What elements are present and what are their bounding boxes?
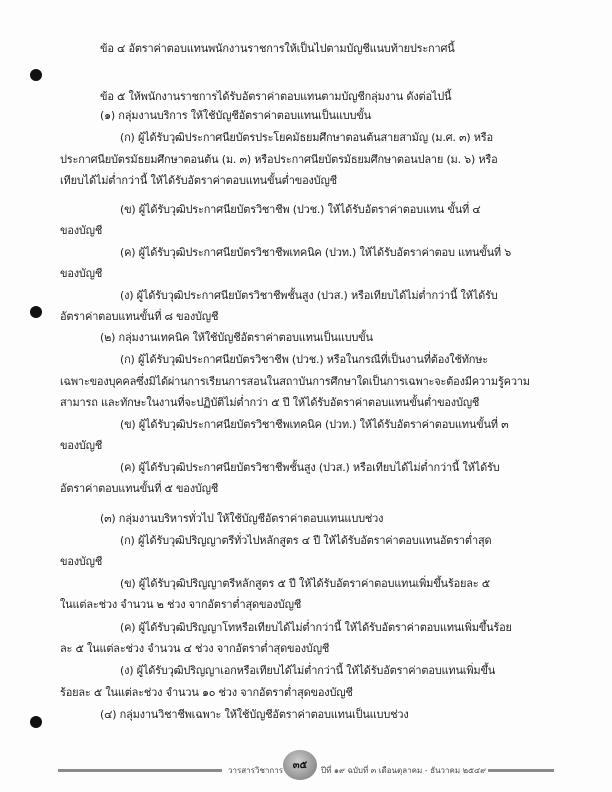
group-service-heading: (๑) กลุ่มงานบริการ ให้ใช้บัญชีอัตราค่าตอบแทนเป็นแบบขั้น	[100, 109, 371, 122]
punch-hole-mark	[30, 69, 42, 81]
footer-issue-info: ปีที่ ๑๙ ฉบับที่ ๓ เดือนตุลาคม - ธันวาคม ๒๕๔๙	[321, 766, 486, 775]
paragraph-line: (ก) ผู้ได้รับวุฒิประกาศนียบัตรวิชาชีพ (ปวช.) หรือในกรณีที่เป็นงานที่ต้องใช้ทักษะ	[120, 353, 489, 366]
paragraph-line: เทียบได้ไม่ต่ำกว่านี้ ให้ได้รับอัตราค่าตอบแทนขั้นต่ำของบัญชี	[60, 174, 337, 187]
page-number-seal	[283, 750, 317, 780]
paragraph-line: เฉพาะของบุคคลซึ่งมิได้ผ่านการเรียนการสอนในสถาบันการศึกษาใดเป็นการเฉพาะจะต้องมีความรู้ความ	[60, 375, 530, 388]
paragraph-line: (ข) ผู้ได้รับวุฒิประกาศนียบัตรวิชาชีพเทคนิค (ปวท.) ให้ได้รับอัตราค่าตอบแทนขั้นที่ ๓	[120, 418, 509, 431]
punch-hole-mark	[30, 306, 42, 318]
paragraph-line: ร้อยละ ๕ ในแต่ละช่วง จำนวน ๑๐ ช่วง จากอัตราต่ำสุดของบัญชี	[60, 686, 353, 699]
paragraph-line: (ก) ผู้ได้รับวุฒิปริญญาตรีทั่วไปหลักสูตร ๔ ปี ให้ได้รับอัตราค่าตอบแทนอัตราต่ำสุด	[120, 534, 492, 547]
paragraph-line: ของบัญชี	[60, 555, 103, 568]
paragraph-line: สามารถ และทักษะในงานที่จะปฏิบัติไม่ต่ำกว่า ๕ ปี ให้ได้รับอัตราค่าตอบแทนขั้นต่ำของบัญชี	[60, 396, 480, 409]
paragraph-line: (ค) ผู้ได้รับวุฒิประกาศนียบัตรวิชาชีพเทคนิค (ปวท.) ให้ได้รับอัตราค่าตอบ แทนขั้นที่ ๖	[120, 246, 512, 259]
footer-journal-title: วารสารวิชาการ	[228, 766, 283, 775]
paragraph-line: (ก) ผู้ได้รับวุฒิประกาศนียบัตรประโยคมัธยมศึกษาตอนต้นสายสามัญ (ม.ศ. ๓) หรือ	[120, 131, 493, 144]
paragraph-line: (ข) ผู้ได้รับวุฒิประกาศนียบัตรวิชาชีพ (ปวช.) ให้ได้รับอัตราค่าตอบแทน ขั้นที่ ๔	[120, 203, 481, 216]
paragraph-line: ของบัญชี	[60, 267, 103, 280]
paragraph-line: ของบัญชี	[60, 439, 103, 452]
paragraph-line: อัตราค่าตอบแทนขั้นที่ ๕ ของบัญชี	[60, 482, 219, 495]
clause-4: ข้อ ๔ อัตราค่าตอบแทนพนักงานราชการให้เป็นไปตามบัญชีแนบท้ายประกาศนี้	[100, 42, 455, 55]
footer-rule-right	[488, 769, 554, 772]
paragraph-line: (ค) ผู้ได้รับวุฒิประกาศนียบัตรวิชาชีพชั้นสูง (ปวส.) หรือเทียบได้ไม่ต่ำกว่านี้ ให้ได้รับ	[120, 461, 500, 474]
paragraph-line: ประกาศนียบัตรมัธยมศึกษาตอนต้น (ม. ๓) หรือประกาศนียบัตรมัธยมศึกษาตอนปลาย (ม. ๖) หรือ	[60, 153, 498, 166]
paragraph-line: (ข) ผู้ได้รับวุฒิปริญญาตรีหลักสูตร ๕ ปี ให้ได้รับอัตราค่าตอบแทนเพิ่มขึ้นร้อยละ ๕	[120, 577, 490, 590]
page-number: ๓๕	[292, 759, 308, 771]
paragraph-line: (ง) ผู้ได้รับวุฒิปริญญาเอกหรือเทียบได้ไม่ต่ำกว่านี้ ให้ได้รับอัตราค่าตอบแทนเพิ่มขึ้น	[120, 664, 496, 677]
paragraph-line: ละ ๕ ในแต่ละช่วง จำนวน ๔ ช่วง จากอัตราต่ำสุดของบัญชี	[60, 642, 330, 655]
footer-rule-left	[58, 769, 222, 772]
paragraph-line: (ค) ผู้ได้รับวุฒิปริญญาโทหรือเทียบได้ไม่ต่ำกว่านี้ ให้ได้รับอัตราค่าตอบแทนเพิ่มขึ้นร้อย	[120, 621, 512, 634]
group-professional-heading: (๔) กลุ่มงานวิชาชีพเฉพาะ ให้ใช้บัญชีอัตราค่าตอบแทนเป็นแบบช่วง	[100, 708, 409, 721]
group-admin-heading: (๓) กลุ่มงานบริหารทั่วไป ให้ใช้บัญชีอัตราค่าตอบแทนแบบช่วง	[100, 512, 384, 525]
paragraph-line: ในแต่ละช่วง จำนวน ๒ ช่วง จากอัตราต่ำสุดของบัญชี	[60, 598, 302, 611]
paragraph-line: อัตราค่าตอบแทนขั้นที่ ๘ ของบัญชี	[60, 310, 219, 323]
group-technical-heading: (๒) กลุ่มงานเทคนิค ให้ใช้บัญชีอัตราค่าตอบแทนเป็นแบบขั้น	[100, 331, 373, 344]
punch-hole-mark	[30, 716, 42, 728]
paragraph-line: (ง) ผู้ได้รับวุฒิประกาศนียบัตรวิชาชีพชั้นสูง (ปวส.) หรือเทียบได้ไม่ต่ำกว่านี้ ให้ได้รับ	[120, 289, 498, 302]
paragraph-line: ของบัญชี	[60, 224, 103, 237]
clause-5: ข้อ ๕ ให้พนักงานราชการได้รับอัตราค่าตอบแทนตามบัญชีกลุ่มงาน ดังต่อไปนี้	[100, 90, 452, 103]
